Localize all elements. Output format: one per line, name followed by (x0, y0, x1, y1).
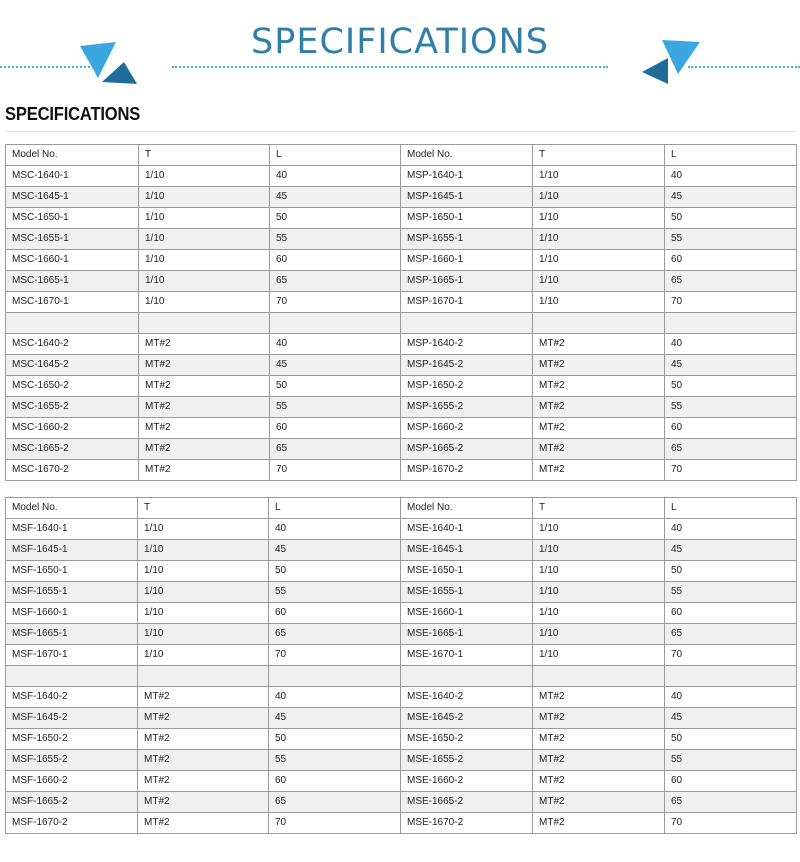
column-header: Model No. (6, 145, 139, 166)
table-cell: 1/10 (533, 603, 665, 624)
column-header: T (533, 145, 665, 166)
table-cell: 1/10 (533, 229, 665, 250)
table-row (6, 208, 797, 229)
table-cell: MSF-1645-2 (6, 708, 138, 729)
table-cell: 45 (665, 355, 797, 376)
table-cell: MSC-1655-1 (6, 229, 139, 250)
table-cell: 1/10 (533, 582, 665, 603)
table-row (6, 729, 797, 750)
column-header: L (269, 498, 401, 519)
table-cell: 45 (270, 355, 401, 376)
table-cell: MSP-1660-1 (401, 250, 533, 271)
column-header: L (665, 498, 797, 519)
table-cell (6, 666, 138, 687)
table-cell: MT#2 (138, 729, 269, 750)
table-cell: MT#2 (138, 771, 269, 792)
table-row (6, 229, 797, 250)
table-cell: MT#2 (139, 334, 270, 355)
table-cell (139, 313, 270, 334)
table-cell: MT#2 (138, 750, 269, 771)
table-cell: MSC-1670-1 (6, 292, 139, 313)
table-cell: 60 (665, 771, 797, 792)
table-cell: 65 (665, 439, 797, 460)
table-cell: 60 (269, 771, 401, 792)
table-cell: MSE-1645-2 (401, 708, 533, 729)
table-row (6, 250, 797, 271)
table-cell: 50 (269, 729, 401, 750)
table-cell: 60 (665, 250, 797, 271)
table-cell: 1/10 (533, 519, 665, 540)
table-cell: 1/10 (533, 250, 665, 271)
table-cell (533, 313, 665, 334)
table-row (6, 313, 797, 334)
table-cell: MT#2 (533, 708, 665, 729)
table-cell: MSF-1670-1 (6, 645, 138, 666)
table-cell: MSC-1640-1 (6, 166, 139, 187)
banner-title: SPECIFICATIONS (251, 22, 549, 62)
column-header: T (139, 145, 270, 166)
table-cell: 40 (270, 334, 401, 355)
table-cell: 1/10 (533, 561, 665, 582)
column-header: Model No. (6, 498, 138, 519)
table-row (6, 813, 797, 834)
table-cell (270, 313, 401, 334)
table-cell: MSF-1670-2 (6, 813, 138, 834)
table-cell: MSE-1655-2 (401, 750, 533, 771)
table-cell: 40 (269, 519, 401, 540)
table-cell: 55 (270, 397, 401, 418)
table-row (6, 355, 797, 376)
table-cell: 1/10 (138, 540, 269, 561)
table-cell (269, 666, 401, 687)
table-cell: MSE-1665-2 (401, 792, 533, 813)
table-row (6, 397, 797, 418)
table-cell: 1/10 (533, 208, 665, 229)
table-cell: 40 (665, 519, 797, 540)
table-cell: MSF-1665-2 (6, 792, 138, 813)
table-cell: 1/10 (533, 166, 665, 187)
column-header: Model No. (401, 145, 533, 166)
table-cell: MSC-1660-1 (6, 250, 139, 271)
table-cell: MT#2 (533, 397, 665, 418)
heading-divider (5, 131, 796, 132)
table-row (6, 166, 797, 187)
table-cell: MSE-1665-1 (401, 624, 533, 645)
table-cell: MSE-1645-1 (401, 540, 533, 561)
table-cell: MT#2 (138, 687, 269, 708)
table-cell: MSF-1655-2 (6, 750, 138, 771)
table-cell: 50 (665, 208, 797, 229)
table-cell (401, 666, 533, 687)
table-cell: MT#2 (533, 334, 665, 355)
table-row (6, 687, 797, 708)
column-header: T (138, 498, 269, 519)
column-header: T (533, 498, 665, 519)
table-cell: 40 (665, 334, 797, 355)
table-row (6, 187, 797, 208)
table-cell: MSE-1670-1 (401, 645, 533, 666)
table-cell: MSE-1655-1 (401, 582, 533, 603)
dotted-divider-right (688, 66, 800, 68)
column-header: L (665, 145, 797, 166)
table-cell: 1/10 (138, 603, 269, 624)
table-header-row (6, 145, 797, 166)
table-row (6, 792, 797, 813)
table-cell: MT#2 (533, 813, 665, 834)
table-cell: MSP-1665-2 (401, 439, 533, 460)
table-cell: MT#2 (533, 460, 665, 481)
table-cell: MSP-1655-1 (401, 229, 533, 250)
table-cell: MSC-1650-2 (6, 376, 139, 397)
table-cell: 60 (269, 603, 401, 624)
table-cell: 40 (665, 687, 797, 708)
table-row (6, 645, 797, 666)
table-cell: 70 (270, 460, 401, 481)
table-cell: 65 (270, 439, 401, 460)
table-cell: MT#2 (533, 687, 665, 708)
table-cell: MT#2 (533, 771, 665, 792)
table-cell: MSP-1650-2 (401, 376, 533, 397)
table-row (6, 376, 797, 397)
table-cell: 65 (270, 271, 401, 292)
table-cell: 50 (270, 376, 401, 397)
table-cell: MSE-1670-2 (401, 813, 533, 834)
table-cell: MT#2 (533, 418, 665, 439)
table-row (6, 561, 797, 582)
table-row (6, 418, 797, 439)
table-cell: 70 (665, 292, 797, 313)
table-cell: MSF-1660-1 (6, 603, 138, 624)
table-cell: 55 (270, 229, 401, 250)
table-cell: MT#2 (139, 355, 270, 376)
table-cell: 50 (270, 208, 401, 229)
table-row (6, 460, 797, 481)
table-cell: MSP-1645-2 (401, 355, 533, 376)
table-row (6, 771, 797, 792)
table-cell: MSC-1655-2 (6, 397, 139, 418)
table-cell: 1/10 (138, 624, 269, 645)
table-cell: 1/10 (533, 540, 665, 561)
table-cell: MSF-1665-1 (6, 624, 138, 645)
table-row (6, 750, 797, 771)
dotted-divider-center (172, 66, 608, 68)
table-cell (6, 313, 139, 334)
table-cell: 1/10 (139, 271, 270, 292)
table-cell: MSP-1655-2 (401, 397, 533, 418)
table-cell: MSP-1640-1 (401, 166, 533, 187)
table-cell: 70 (665, 813, 797, 834)
table-cell: MSE-1650-2 (401, 729, 533, 750)
table-cell: 40 (269, 687, 401, 708)
table-cell: MSC-1665-2 (6, 439, 139, 460)
table-cell: 1/10 (138, 645, 269, 666)
table-cell: 1/10 (139, 229, 270, 250)
table-cell: MSF-1645-1 (6, 540, 138, 561)
table-cell: 1/10 (533, 292, 665, 313)
specifications-banner (0, 0, 800, 92)
table-cell: MT#2 (139, 418, 270, 439)
table-cell: 55 (665, 582, 797, 603)
table-cell: MT#2 (533, 729, 665, 750)
dotted-divider-left (0, 66, 90, 68)
table-cell: 65 (665, 624, 797, 645)
table-cell: 65 (269, 792, 401, 813)
table-cell: MSP-1650-1 (401, 208, 533, 229)
table-cell: 70 (269, 813, 401, 834)
table-cell: MT#2 (138, 792, 269, 813)
table-cell: MT#2 (533, 750, 665, 771)
table-cell: MSP-1660-2 (401, 418, 533, 439)
table-cell: MT#2 (533, 439, 665, 460)
table-cell: 70 (665, 460, 797, 481)
table-cell (533, 666, 665, 687)
table-cell (665, 666, 797, 687)
section-heading: SPECIFICATIONS (5, 104, 141, 124)
table-cell: 1/10 (138, 561, 269, 582)
table-cell: MSF-1650-2 (6, 729, 138, 750)
table-cell: 1/10 (139, 292, 270, 313)
spec-table-msf-mse (5, 497, 797, 834)
table-cell: MSC-1665-1 (6, 271, 139, 292)
table-cell: 70 (665, 645, 797, 666)
table-cell: 1/10 (138, 582, 269, 603)
table-cell: 1/10 (139, 187, 270, 208)
table-cell: 65 (665, 271, 797, 292)
table-cell: 45 (665, 187, 797, 208)
table-row (6, 292, 797, 313)
table-cell: 60 (665, 603, 797, 624)
table-cell: 70 (270, 292, 401, 313)
table-cell: 55 (665, 397, 797, 418)
table-cell: MSP-1670-1 (401, 292, 533, 313)
table-cell: MSE-1640-1 (401, 519, 533, 540)
table-cell: MT#2 (138, 708, 269, 729)
spec-table-msc-msp (5, 144, 797, 481)
table-row (6, 624, 797, 645)
table-cell: MT#2 (533, 355, 665, 376)
table-cell: MSC-1640-2 (6, 334, 139, 355)
table-row (6, 603, 797, 624)
table-cell: 50 (665, 729, 797, 750)
table-cell: 45 (269, 540, 401, 561)
table-row (6, 519, 797, 540)
table-cell: MSP-1645-1 (401, 187, 533, 208)
table-cell: MSF-1640-2 (6, 687, 138, 708)
table-cell: 45 (665, 540, 797, 561)
table-cell: 55 (665, 750, 797, 771)
table-cell: MSC-1660-2 (6, 418, 139, 439)
table-cell: MT#2 (139, 439, 270, 460)
table-cell: 55 (665, 229, 797, 250)
table-cell: 45 (269, 708, 401, 729)
table-cell: 50 (665, 561, 797, 582)
table-cell: MSC-1650-1 (6, 208, 139, 229)
table-cell: 65 (269, 624, 401, 645)
table-cell: 1/10 (533, 271, 665, 292)
table-cell: MSC-1670-2 (6, 460, 139, 481)
table-cell: 50 (665, 376, 797, 397)
table-cell: MSP-1640-2 (401, 334, 533, 355)
table-cell: MT#2 (138, 813, 269, 834)
table-row (6, 439, 797, 460)
table-cell: 55 (269, 582, 401, 603)
table-cell: 60 (270, 250, 401, 271)
table-cell: MSF-1640-1 (6, 519, 138, 540)
column-header: L (270, 145, 401, 166)
table-cell: MT#2 (533, 792, 665, 813)
table-cell: 45 (665, 708, 797, 729)
table-cell: 40 (270, 166, 401, 187)
table-cell: 1/10 (139, 250, 270, 271)
table-cell: MSP-1670-2 (401, 460, 533, 481)
table-cell: MSF-1660-2 (6, 771, 138, 792)
table-cell: MT#2 (533, 376, 665, 397)
table-cell (401, 313, 533, 334)
table-cell: MSE-1660-2 (401, 771, 533, 792)
table-cell (138, 666, 269, 687)
table-row (6, 334, 797, 355)
table-row (6, 582, 797, 603)
table-cell: MSE-1660-1 (401, 603, 533, 624)
table-cell: 40 (665, 166, 797, 187)
table-cell (665, 313, 797, 334)
table-row (6, 271, 797, 292)
table-cell: MT#2 (139, 460, 270, 481)
table-cell: 70 (269, 645, 401, 666)
table-cell: 1/10 (138, 519, 269, 540)
table-cell: 1/10 (139, 166, 270, 187)
table-cell: MSP-1665-1 (401, 271, 533, 292)
table-cell: 1/10 (139, 208, 270, 229)
table-cell: 55 (269, 750, 401, 771)
table-cell: 50 (269, 561, 401, 582)
table-cell: 1/10 (533, 645, 665, 666)
table-cell: MSC-1645-1 (6, 187, 139, 208)
table-cell: 45 (270, 187, 401, 208)
table-cell: MT#2 (139, 397, 270, 418)
table-cell: 60 (270, 418, 401, 439)
table-header-row (6, 498, 797, 519)
table-cell: 60 (665, 418, 797, 439)
table-row (6, 666, 797, 687)
table-cell: MSE-1650-1 (401, 561, 533, 582)
table-cell: 65 (665, 792, 797, 813)
table-cell: MSC-1645-2 (6, 355, 139, 376)
table-cell: MSF-1655-1 (6, 582, 138, 603)
column-header: Model No. (401, 498, 533, 519)
table-cell: MT#2 (139, 376, 270, 397)
table-cell: MSF-1650-1 (6, 561, 138, 582)
table-cell: 1/10 (533, 187, 665, 208)
table-cell: MSE-1640-2 (401, 687, 533, 708)
table-row (6, 708, 797, 729)
table-cell: 1/10 (533, 624, 665, 645)
table-row (6, 540, 797, 561)
